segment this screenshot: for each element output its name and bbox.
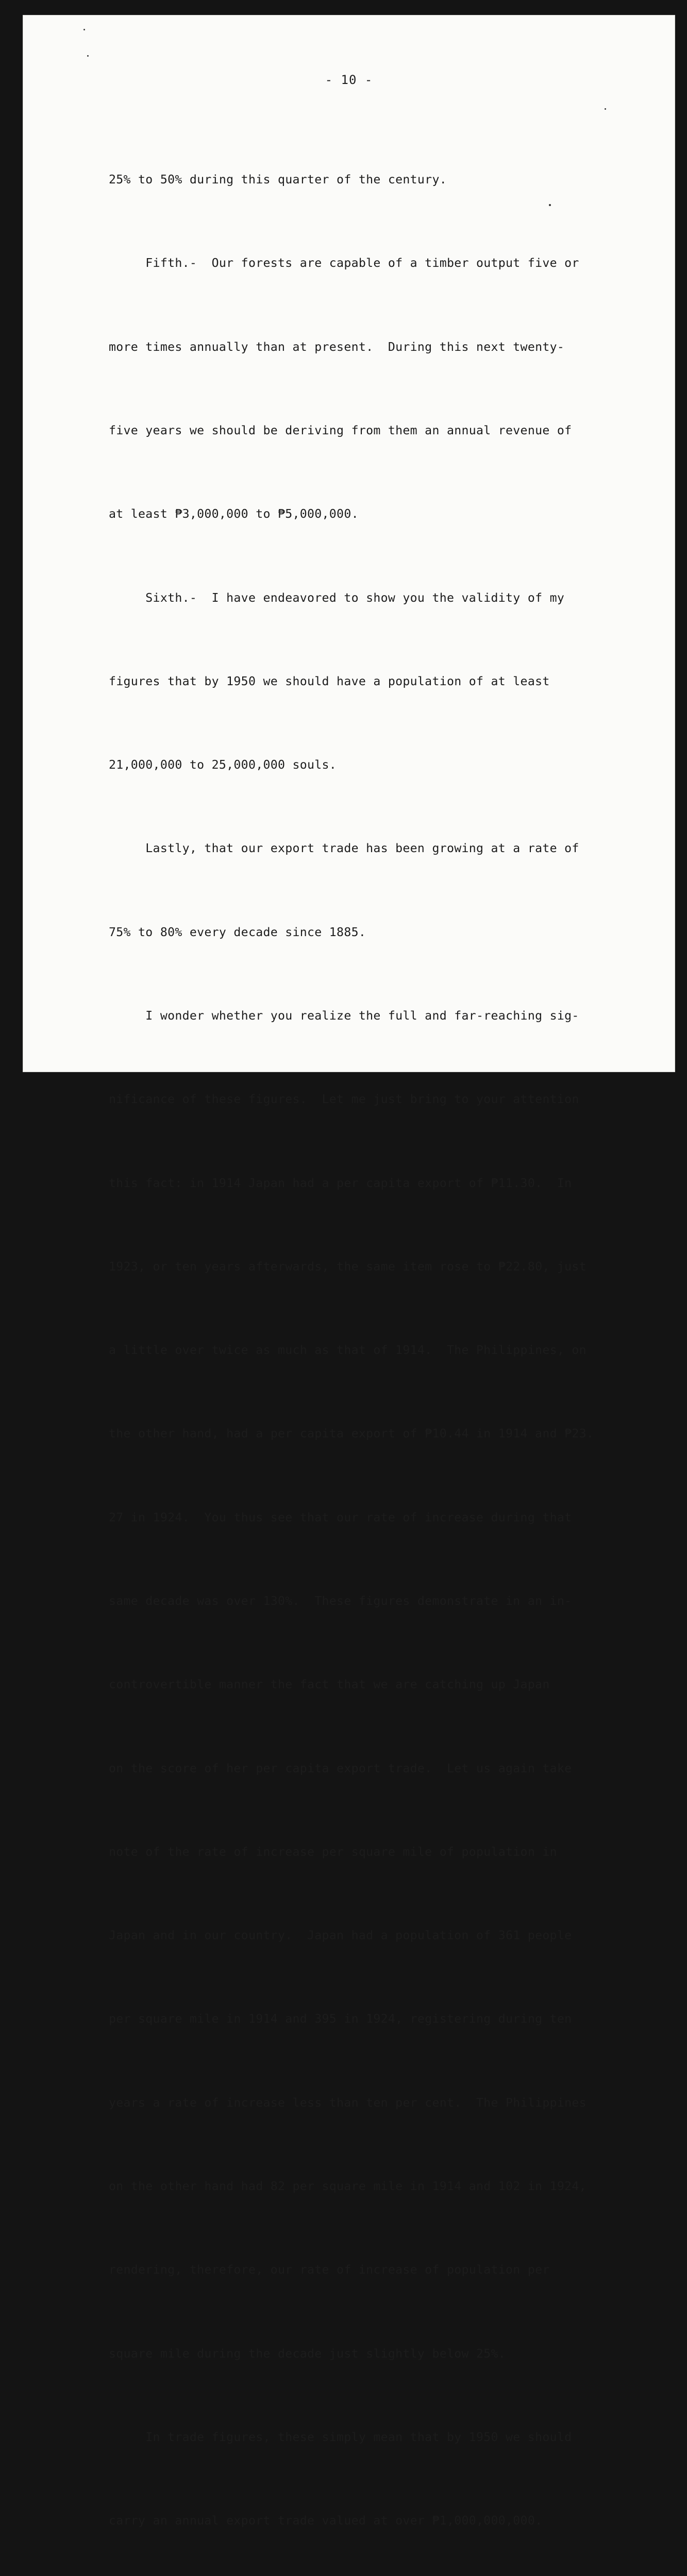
text-line: at least ₱3,000,000 to ₱5,000,000. [109, 507, 359, 521]
text-line: same decade was over 130%. These figures demonstrate in an in- [109, 1594, 572, 1608]
text-line: per square mile in 1914 and 395 in 1924, registering during ten [109, 2012, 572, 2026]
ink-speck [83, 29, 85, 30]
text-line: controvertible manner the fact that we are catching up Japan [109, 1677, 550, 1692]
text-line: I wonder whether you realize the full and far-reaching sig- [109, 1009, 579, 1023]
text-line: nificance of these figures. Let me just bring to your attention [109, 1092, 579, 1107]
text-line: a little over twice as much as that of 1914. The Philippines, on [109, 1343, 587, 1358]
text-line: 21,000,000 to 25,000,000 souls. [109, 758, 337, 772]
document-page [23, 15, 675, 2528]
text-line: on the score of her per capita export trade. Let us again take [109, 1761, 572, 1775]
text-line: Lastly, that our export trade has been growing at a rate of [109, 841, 579, 856]
text-line: square mile during the decade just slightly below 25%. [109, 2346, 506, 2361]
text-line: Japan and in our country. Japan had a population of 361 people [109, 1928, 572, 1943]
text-line: years a rate of increase less than ten per cent. The Philippines [109, 2095, 587, 2110]
text-line: figures that by 1950 we should have a population of at least [109, 674, 550, 688]
text-line: 75% to 80% every decade since 1885. [109, 925, 366, 939]
ink-speck [605, 108, 606, 110]
text-line: on the other hand had 82 per square mile in 1914 and 102 in 1924, [109, 2179, 587, 2193]
text-line: the other hand, had a per capita export of ₱10.44 in 1914 and ₱23. [109, 1427, 594, 1441]
text-line: carry an annual export trade valued at over ₱1,000,000,000. [109, 2514, 543, 2528]
text-line: more times annually than at present. During this next twenty- [109, 340, 565, 354]
text-line: 1923, or ten years afterwards, the same item rose to ₱22.80, just [109, 1259, 587, 1274]
text-line: this fact: in 1914 Japan had a per capita export of ₱11.30. In [109, 1176, 572, 1190]
text-line: five years we should be deriving from them an annual revenue of [109, 423, 572, 438]
body-text [109, 110, 665, 2576]
ink-speck [87, 55, 89, 57]
ink-speck [549, 204, 551, 206]
page-number: - 10 - [325, 73, 373, 87]
text-line: Sixth.- I have endeavored to show you the validity of my [109, 590, 565, 605]
text-line: 25% to 50% during this quarter of the century. [109, 173, 447, 187]
text-line: 27 in 1924. You thus see that our rate of increase during that [109, 1510, 572, 1524]
text-line: In trade figures, these simply mean that by 1950 we should [109, 2430, 572, 2444]
text-line: note of the rate of increase per square mile of population in [109, 1844, 557, 1859]
text-line: Fifth.- Our forests are capable of a timber output five or [109, 256, 579, 270]
text-line: rendering, therefore, our rate of increase of population per [109, 2263, 550, 2277]
